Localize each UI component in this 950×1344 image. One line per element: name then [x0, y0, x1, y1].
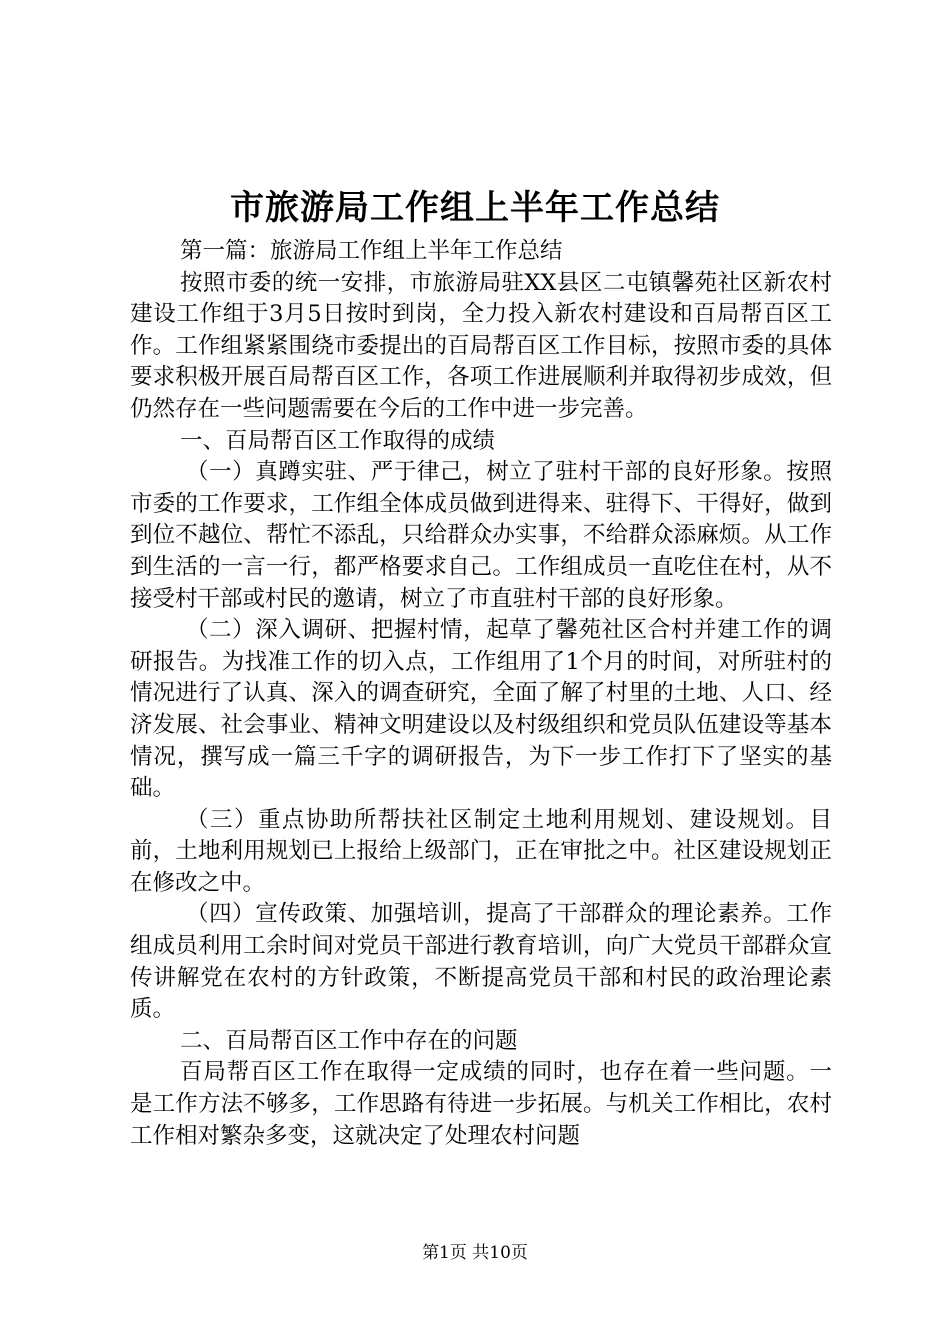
- problems-paragraph: 百局帮百区工作在取得一定成绩的同时，也存在着一些问题。一是工作方法不够多，工作思路有待进一步拓展。与机关工作相比，农村工作相对繁杂多变，这就决定了处理农村问题: [130, 1059, 832, 1149]
- document-body: [130, 236, 832, 1152]
- section-heading-problems: 二、百局帮百区工作中存在的问题: [180, 1027, 518, 1054]
- intro-paragraph: 按照市委的统一安排，市旅游局驻XX县区二屯镇馨苑社区新农村建设工作组于3月5日按时到岗，全力投入新农村建设和百局帮百区工作。工作组紧紧围绕市委提出的百局帮百区工作目标，按照市委的具体要求积极开展百局帮百区工作，各项工作进展顺利并取得初步成效，但仍然存在一些问题需要在今后的工作中进一步完善。: [130, 269, 832, 422]
- achievement-paragraph-3: （三）重点协助所帮扶社区制定土地利用规划、建设规划。目前，土地利用规划已上报给上级部门，正在审批之中。社区建设规划正在修改之中。: [130, 806, 832, 896]
- achievement-paragraph-4: （四）宣传政策、加强培训，提高了干部群众的理论素养。工作组成员利用工余时间对党员干部进行教育培训，向广大党员干部群众宣传讲解党在农村的方针政策，不断提高党员干部和村民的政治理论素质。: [130, 901, 832, 1023]
- section-heading-part-one: 第一篇：旅游局工作组上半年工作总结: [180, 238, 563, 264]
- achievement-paragraph-2: （二）深入调研、把握村情，起草了馨苑社区合村并建工作的调研报告。为找准工作的切入点，工作组用了1个月的时间，对所驻村的情况进行了认真、深入的调查研究，全面了解了村里的土地、人口、经济发展、社会事业、精神文明建设以及村级组织和党员队伍建设等基本情况，撰写成一篇三千字的调研报告，为下一步工作打下了坚实的基础。: [130, 617, 832, 802]
- section-heading-achievements: 一、百局帮百区工作取得的成绩: [180, 427, 496, 454]
- page-number-footer: 第1页 共10页: [422, 1243, 528, 1263]
- document-title: 市旅游局工作组上半年工作总结: [230, 188, 720, 228]
- achievement-paragraph-1: （一）真蹲实驻、严于律己，树立了驻村干部的良好形象。按照市委的工作要求，工作组全体成员做到进得来、驻得下、干得好，做到到位不越位、帮忙不添乱，只给群众办实事，不给群众添麻烦。从工作到生活的一言一行，都严格要求自己。工作组成员一直吃住在村，从不接受村干部或村民的邀请，树立了市直驻村干部的良好形象。: [130, 459, 832, 612]
